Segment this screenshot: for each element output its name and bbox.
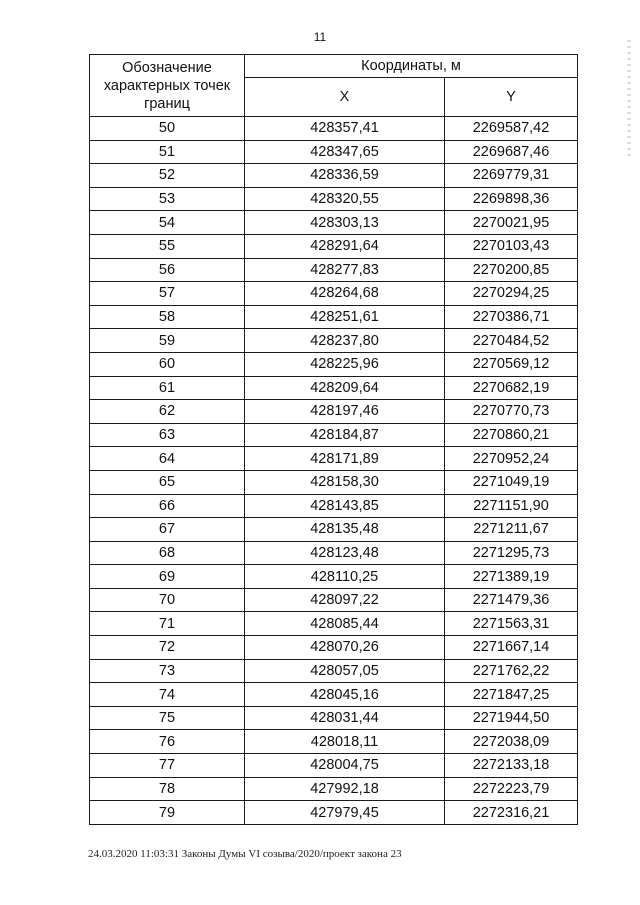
- cell-y: 2269587,42: [445, 117, 578, 141]
- cell-point: 70: [90, 588, 245, 612]
- cell-y: 2271049,19: [445, 470, 578, 494]
- header-y: Y: [445, 78, 578, 117]
- cell-y: 2270770,73: [445, 400, 578, 424]
- table-row: [90, 659, 578, 683]
- cell-x: 428110,25: [245, 565, 445, 589]
- scan-edge-mark: [627, 40, 631, 160]
- table-row: [90, 305, 578, 329]
- cell-x: 428320,55: [245, 187, 445, 211]
- cell-point: 72: [90, 636, 245, 660]
- cell-y: 2270103,43: [445, 234, 578, 258]
- cell-y: 2269898,36: [445, 187, 578, 211]
- cell-x: 428135,48: [245, 518, 445, 542]
- table-row: [90, 754, 578, 778]
- cell-y: 2269779,31: [445, 164, 578, 188]
- table-row: [90, 140, 578, 164]
- cell-point: 62: [90, 400, 245, 424]
- cell-point: 61: [90, 376, 245, 400]
- cell-y: 2270484,52: [445, 329, 578, 353]
- cell-x: 428070,26: [245, 636, 445, 660]
- cell-x: 428018,11: [245, 730, 445, 754]
- table-row: [90, 565, 578, 589]
- cell-point: 79: [90, 801, 245, 825]
- cell-point: 74: [90, 683, 245, 707]
- cell-x: 428197,46: [245, 400, 445, 424]
- table-row: [90, 282, 578, 306]
- header-x: X: [245, 78, 445, 117]
- cell-point: 52: [90, 164, 245, 188]
- cell-point: 69: [90, 565, 245, 589]
- table-row: [90, 447, 578, 471]
- cell-point: 67: [90, 518, 245, 542]
- cell-x: 428357,41: [245, 117, 445, 141]
- cell-x: 428171,89: [245, 447, 445, 471]
- cell-x: 428277,83: [245, 258, 445, 282]
- table-row: [90, 187, 578, 211]
- table-row: [90, 352, 578, 376]
- cell-point: 64: [90, 447, 245, 471]
- table-row: [90, 423, 578, 447]
- table-row: [90, 400, 578, 424]
- table-row: [90, 777, 578, 801]
- cell-y: 2271762,22: [445, 659, 578, 683]
- cell-y: 2270200,85: [445, 258, 578, 282]
- table-row: [90, 612, 578, 636]
- cell-x: 428184,87: [245, 423, 445, 447]
- cell-x: 428251,61: [245, 305, 445, 329]
- cell-y: 2271295,73: [445, 541, 578, 565]
- cell-point: 56: [90, 258, 245, 282]
- cell-x: 427992,18: [245, 777, 445, 801]
- cell-x: 428004,75: [245, 754, 445, 778]
- cell-x: 428031,44: [245, 706, 445, 730]
- table-row: [90, 801, 578, 825]
- cell-x: 428097,22: [245, 588, 445, 612]
- cell-x: 428158,30: [245, 470, 445, 494]
- cell-x: 428085,44: [245, 612, 445, 636]
- cell-y: 2272223,79: [445, 777, 578, 801]
- cell-y: 2269687,46: [445, 140, 578, 164]
- cell-x: 427979,45: [245, 801, 445, 825]
- cell-point: 73: [90, 659, 245, 683]
- cell-x: 428057,05: [245, 659, 445, 683]
- cell-y: 2271667,14: [445, 636, 578, 660]
- cell-point: 66: [90, 494, 245, 518]
- cell-point: 58: [90, 305, 245, 329]
- cell-x: 428336,59: [245, 164, 445, 188]
- table-row: [90, 117, 578, 141]
- table-row: [90, 588, 578, 612]
- cell-y: 2271563,31: [445, 612, 578, 636]
- table-row: [90, 494, 578, 518]
- cell-point: 63: [90, 423, 245, 447]
- cell-y: 2271847,25: [445, 683, 578, 707]
- cell-x: 428347,65: [245, 140, 445, 164]
- cell-point: 57: [90, 282, 245, 306]
- cell-y: 2271151,90: [445, 494, 578, 518]
- header-point-designation: Обозначение характерных точек границ: [90, 55, 245, 117]
- cell-point: 55: [90, 234, 245, 258]
- cell-y: 2270569,12: [445, 352, 578, 376]
- cell-x: 428303,13: [245, 211, 445, 235]
- cell-x: 428045,16: [245, 683, 445, 707]
- table-row: [90, 329, 578, 353]
- table-row: [90, 164, 578, 188]
- document-footer: 24.03.2020 11:03:31 Законы Думы VI созыва/2020/проект закона 23: [88, 848, 402, 860]
- table-row: [90, 470, 578, 494]
- cell-y: 2270682,19: [445, 376, 578, 400]
- cell-x: 428237,80: [245, 329, 445, 353]
- cell-y: 2271389,19: [445, 565, 578, 589]
- cell-y: 2270860,21: [445, 423, 578, 447]
- table-row: [90, 730, 578, 754]
- cell-x: 428225,96: [245, 352, 445, 376]
- table-row: [90, 211, 578, 235]
- table-row: [90, 636, 578, 660]
- cell-point: 71: [90, 612, 245, 636]
- cell-point: 59: [90, 329, 245, 353]
- cell-x: 428123,48: [245, 541, 445, 565]
- page-number: 11: [313, 30, 327, 44]
- table-row: [90, 518, 578, 542]
- cell-x: 428209,64: [245, 376, 445, 400]
- cell-point: 78: [90, 777, 245, 801]
- cell-point: 76: [90, 730, 245, 754]
- cell-y: 2270952,24: [445, 447, 578, 471]
- cell-x: 428291,64: [245, 234, 445, 258]
- cell-y: 2271944,50: [445, 706, 578, 730]
- cell-x: 428143,85: [245, 494, 445, 518]
- header-coordinates: Координаты, м: [245, 55, 578, 78]
- table-row: [90, 258, 578, 282]
- table-body: [90, 117, 578, 825]
- cell-y: 2270386,71: [445, 305, 578, 329]
- table-row: [90, 683, 578, 707]
- table-row: [90, 376, 578, 400]
- cell-point: 68: [90, 541, 245, 565]
- cell-y: 2272038,09: [445, 730, 578, 754]
- coordinates-table: [89, 54, 578, 825]
- cell-y: 2272316,21: [445, 801, 578, 825]
- cell-point: 77: [90, 754, 245, 778]
- table-row: [90, 541, 578, 565]
- cell-y: 2272133,18: [445, 754, 578, 778]
- cell-point: 65: [90, 470, 245, 494]
- cell-point: 50: [90, 117, 245, 141]
- cell-point: 51: [90, 140, 245, 164]
- cell-y: 2271211,67: [445, 518, 578, 542]
- cell-y: 2270021,95: [445, 211, 578, 235]
- table-row: [90, 234, 578, 258]
- cell-point: 75: [90, 706, 245, 730]
- table-row: [90, 706, 578, 730]
- cell-y: 2270294,25: [445, 282, 578, 306]
- cell-x: 428264,68: [245, 282, 445, 306]
- cell-point: 54: [90, 211, 245, 235]
- cell-y: 2271479,36: [445, 588, 578, 612]
- cell-point: 53: [90, 187, 245, 211]
- cell-point: 60: [90, 352, 245, 376]
